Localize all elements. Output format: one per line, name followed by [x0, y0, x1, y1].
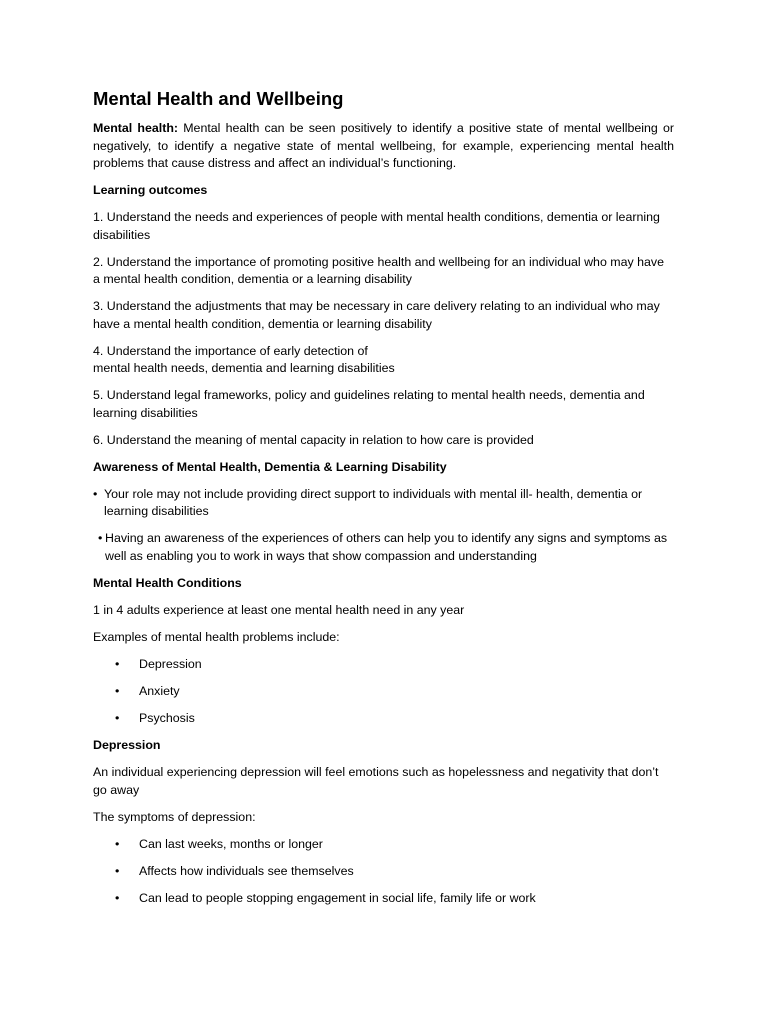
bullet-marker: • — [98, 531, 103, 545]
bullet-marker: • — [115, 890, 120, 905]
symptom-item-3 — [93, 890, 674, 908]
document-page — [93, 86, 674, 917]
learning-outcome-4-line-2: mental health needs, dementia and learning disabilities — [93, 361, 395, 375]
awareness-bullet-1 — [93, 486, 674, 521]
symptom-item-text: Affects how individuals see themselves — [139, 863, 354, 878]
example-item-label: Psychosis — [139, 710, 195, 725]
example-item-depression — [93, 656, 674, 674]
example-item-psychosis — [93, 710, 674, 728]
awareness-bullet-2 — [93, 530, 674, 565]
conditions-heading: Mental Health Conditions — [93, 575, 242, 590]
learning-outcomes-heading: Learning outcomes — [93, 183, 208, 197]
bullet-marker: • — [93, 486, 98, 501]
bullet-marker: • — [115, 863, 120, 878]
intro-label: Mental health: — [93, 121, 179, 135]
examples-intro: Examples of mental health problems include: — [93, 629, 340, 644]
bullet-marker: • — [115, 710, 120, 725]
awareness-bullet-1-text: Your role may not include providing direct support to individuals with mental ill- health, dementia or learning disabilities — [104, 486, 643, 518]
bullet-marker: • — [115, 683, 120, 698]
example-item-anxiety — [93, 683, 674, 701]
symptom-item-text: Can last weeks, months or longer — [139, 836, 323, 851]
learning-outcome-6: 6. Understand the meaning of mental capacity in relation to how care is provided — [93, 432, 534, 447]
bullet-marker: • — [115, 836, 120, 851]
learning-outcome-4-line-1: 4. Understand the importance of early detection of — [93, 343, 368, 358]
symptom-item-text: Can lead to people stopping engagement in social life, family life or work — [139, 890, 536, 905]
conditions-stat: 1 in 4 adults experience at least one mental health need in any year — [93, 602, 465, 617]
example-item-label: Depression — [139, 656, 202, 671]
example-item-label: Anxiety — [139, 683, 180, 698]
document-title: Mental Health and Wellbeing — [93, 88, 344, 109]
symptom-item-2 — [93, 863, 674, 881]
learning-outcome-4 — [93, 343, 674, 378]
awareness-bullet-2-text: Having an awareness of the experiences of others can help you to identify any signs and symptoms as well as enabling you to work in ways that show compassion and understanding — [105, 531, 668, 563]
learning-outcome-3: 3. Understand the adjustments that may be necessary in care delivery relating to an individual who may have a mental health condition, dementia or learning disability — [93, 299, 660, 331]
awareness-heading: Awareness of Mental Health, Dementia & Learning Disability — [93, 459, 447, 474]
learning-outcome-1: 1. Understand the needs and experiences of people with mental health conditions, dementia or learning disabilities — [93, 210, 660, 242]
bullet-marker: • — [115, 656, 120, 671]
intro-paragraph — [93, 120, 674, 173]
symptoms-intro: The symptoms of depression: — [93, 809, 256, 824]
intro-text: Mental health can be seen positively to identify a positive state of mental wellbeing or negatively, to identify a negative state of mental wellbeing, for example, experiencing mental health problems that cause distress and affect an individual’s functioning. — [93, 121, 674, 170]
depression-description: An individual experiencing depression will feel emotions such as hopelessness and negativity that don’t go away — [93, 765, 659, 797]
depression-heading: Depression — [93, 738, 161, 753]
symptom-item-1 — [93, 836, 674, 854]
learning-outcome-2: 2. Understand the importance of promoting positive health and wellbeing for an individual who may have a mental health condition, dementia or a learning disability — [93, 254, 664, 286]
learning-outcome-5: 5. Understand legal frameworks, policy and guidelines relating to mental health needs, dementia and learning disabilities — [93, 388, 645, 420]
